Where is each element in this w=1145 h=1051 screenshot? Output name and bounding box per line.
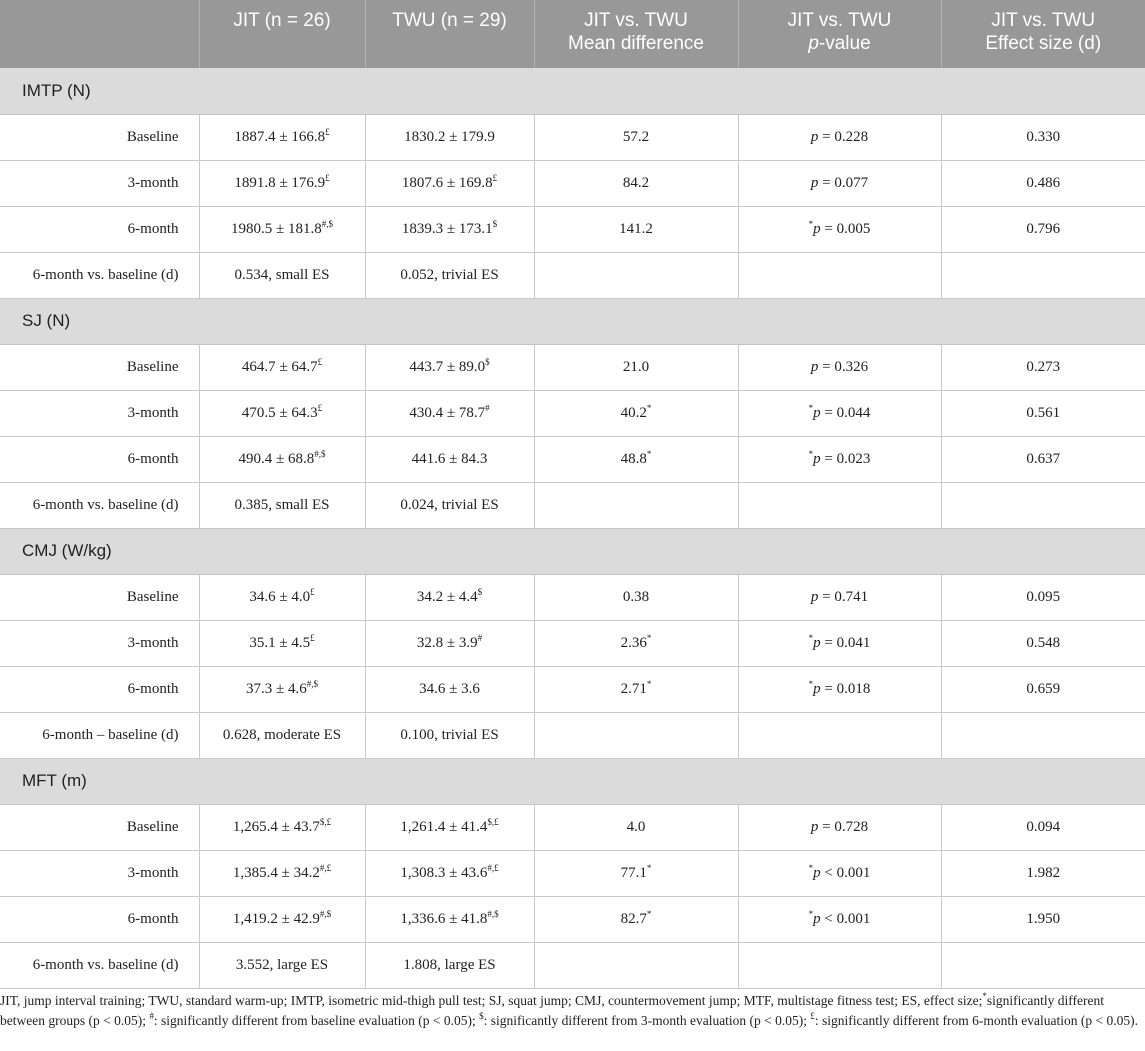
section-header-row [0,758,1145,804]
cell-mean-difference [534,114,738,160]
footnote-hash: # [149,1011,154,1021]
section-title: MFT (m) [0,758,1145,804]
cell-twu-marker: $ [477,586,483,597]
cell-jit-value: 35.1 ± 4.5 [249,634,311,651]
cell-twu [365,206,534,252]
row-label: 6-month [0,896,199,942]
cell-jit-marker: £ [317,402,323,413]
cell-jit [199,344,365,390]
cell-twu-value: 443.7 ± 89.0 [409,358,486,375]
cell-jit-marker: £ [325,126,330,137]
cell-p-symbol: p [813,404,821,421]
cell-p-text: = 0.041 [820,634,871,651]
section-title: IMTP (N) [0,68,1145,114]
cell-twu [365,482,534,528]
cell-mean-difference-value: 21.0 [622,358,650,375]
cell-jit [199,482,365,528]
cell-twu [365,942,534,988]
cell-p-value [738,482,941,528]
cell-p-text: = 0.228 [818,128,869,145]
cell-p-value [738,712,941,758]
cell-p-value [738,160,941,206]
cell-p-symbol: p [810,358,819,375]
cell-mean-difference [534,436,738,482]
cell-jit-value: 1891.8 ± 176.9 [234,174,326,191]
cell-jit-value: 1,385.4 ± 34.2 [232,864,320,881]
cell-p-text: = 0.044 [820,404,871,421]
cell-p-value [738,114,941,160]
header-effect-size-line1: JIT vs. TWU [991,10,1096,31]
cell-twu-value: 1,336.6 ± 41.8 [400,910,488,927]
cell-mean-difference [534,252,738,298]
cell-mean-difference-value: 2.71 [620,680,647,697]
cell-p-value [738,574,941,620]
cell-p-value [738,390,941,436]
cell-jit-marker: #,£ [319,862,332,873]
cell-p-value [738,666,941,712]
footnote-dollar: $ [479,1011,484,1021]
cell-p-star: * [808,678,814,689]
cell-effect-size [941,942,1145,988]
footnote-star: * [982,991,987,1001]
cell-jit [199,390,365,436]
cell-twu-marker: #,£ [487,862,499,873]
table-row [0,344,1145,390]
cell-jit-value: 37.3 ± 4.6 [246,680,307,697]
cell-jit-value: 1887.4 ± 166.8 [234,128,326,145]
cell-twu-value: 1830.2 ± 179.9 [404,128,495,145]
table-row [0,482,1145,528]
header-p-italic: p [808,33,819,54]
cell-twu-value: 1807.6 ± 169.8 [401,174,493,191]
cell-twu-value: 32.8 ± 3.9 [416,634,478,651]
cell-jit-marker: #,$ [314,448,326,459]
row-label: Baseline [0,344,199,390]
row-label: 3-month [0,160,199,206]
table-footnote [0,991,1140,1031]
cell-p-text: = 0.005 [820,220,871,237]
cell-twu-value: 34.2 ± 4.4 [416,588,478,605]
table-row [0,850,1145,896]
cell-jit-marker: #,$ [319,908,332,919]
cell-mean-difference-value: 2.36 [620,634,647,651]
cell-p-star: * [808,448,814,459]
cell-jit-value: 1980.5 ± 181.8 [231,220,322,237]
cell-jit-marker: £ [310,586,315,597]
header-twu [365,0,534,68]
cell-mean-difference-value: 84.2 [622,174,650,191]
cell-p-value [738,252,941,298]
cell-twu-value: 0.024, trivial ES [400,496,499,513]
table-row [0,712,1145,758]
row-label: 3-month [0,620,199,666]
cell-jit [199,206,365,252]
cell-mean-difference-marker: * [646,678,652,689]
cell-jit-marker: #,$ [306,678,318,689]
cell-twu [365,850,534,896]
cell-p-star: * [808,908,814,919]
header-p-value-line1: JIT vs. TWU [787,10,892,31]
cell-p-symbol: p [813,634,821,651]
cell-p-text: = 0.018 [820,680,871,697]
cell-jit [199,574,365,620]
cell-mean-difference-marker: * [646,632,652,643]
cell-jit [199,896,365,942]
header-mean-difference-line1: JIT vs. TWU [584,10,688,31]
cell-effect-size: 0.796 [941,206,1145,252]
cell-jit-value: 3.552, large ES [235,956,329,973]
cell-jit-value: 1,419.2 ± 42.9 [232,910,320,927]
cell-twu [365,344,534,390]
cell-twu [365,436,534,482]
row-label: 6-month vs. baseline (d) [0,942,199,988]
row-label: Baseline [0,574,199,620]
cell-p-text: = 0.023 [820,450,871,467]
header-p-value-line2 [743,32,937,55]
cell-p-star: * [808,632,814,643]
row-label: 6-month vs. baseline (d) [0,482,199,528]
cell-mean-difference [534,390,738,436]
cell-p-value [738,804,941,850]
row-label: 6-month [0,436,199,482]
row-label: Baseline [0,804,199,850]
cell-effect-size: 0.637 [941,436,1145,482]
cell-effect-size: 0.330 [941,114,1145,160]
cell-jit [199,942,365,988]
table-row [0,206,1145,252]
cell-p-symbol: p [810,128,819,145]
cell-mean-difference-marker: * [646,862,652,873]
cell-effect-size: 0.094 [941,804,1145,850]
section-header-row [0,298,1145,344]
cell-twu-value: 430.4 ± 78.7 [409,404,486,421]
cell-twu-value: 441.6 ± 84.3 [411,450,488,467]
cell-p-value [738,896,941,942]
table-header [0,0,1145,68]
header-mean-difference [534,0,738,68]
table-row [0,114,1145,160]
cell-p-symbol: p [813,450,821,467]
row-label: Baseline [0,114,199,160]
cell-p-value [738,620,941,666]
table-row [0,804,1145,850]
cell-mean-difference-marker: * [646,402,652,413]
cell-twu-value: 0.052, trivial ES [400,266,499,283]
cell-jit-value: 0.385, small ES [234,496,330,513]
footnote-dollar-text: : significantly different from 3-month evaluation (p < 0.05); [483,1013,811,1028]
cell-jit [199,850,365,896]
cell-jit-value: 1,265.4 ± 43.7 [232,818,320,835]
cell-effect-size: 0.659 [941,666,1145,712]
cell-p-star: * [808,402,814,413]
cell-twu-marker: # [477,632,483,643]
cell-twu [365,252,534,298]
cell-p-value [738,206,941,252]
cell-p-star: * [808,218,814,229]
cell-twu-marker: $ [492,218,498,229]
table-row [0,620,1145,666]
cell-p-text: < 0.001 [820,864,871,881]
cell-jit [199,160,365,206]
cell-p-text: = 0.728 [818,818,869,835]
row-label: 3-month [0,390,199,436]
table-row [0,574,1145,620]
cell-p-symbol: p [813,864,821,881]
header-effect-size [941,0,1145,68]
cell-p-symbol: p [813,220,821,237]
cell-mean-difference [534,896,738,942]
cell-p-symbol: p [810,588,819,605]
cell-mean-difference-marker: * [646,908,652,919]
cell-mean-difference-value: 57.2 [622,128,650,145]
cell-jit [199,712,365,758]
cell-twu-value: 34.6 ± 3.6 [419,680,480,697]
cell-effect-size: 0.273 [941,344,1145,390]
footnote-pound: £ [810,1011,815,1021]
table-row [0,666,1145,712]
cell-jit [199,252,365,298]
cell-twu-marker: # [485,402,490,413]
cell-p-symbol: p [813,680,821,697]
cell-twu [365,160,534,206]
cell-effect-size: 0.561 [941,390,1145,436]
table-row [0,436,1145,482]
footnote-star-text: significantly different between groups (p < 0.05); [0,993,1105,1028]
cell-p-text: < 0.001 [820,910,871,927]
cell-twu-marker: $,£ [487,816,499,827]
cell-mean-difference-marker: * [646,448,652,459]
table-body [0,68,1145,988]
cell-twu-value: 1839.3 ± 173.1 [401,220,493,237]
section-title: CMJ (W/kg) [0,528,1145,574]
cell-mean-difference [534,482,738,528]
cell-twu [365,804,534,850]
table-row [0,390,1145,436]
cell-effect-size: 0.486 [941,160,1145,206]
header-p-value [738,0,941,68]
cell-twu-value: 1,261.4 ± 41.4 [400,818,488,835]
cell-p-value [738,344,941,390]
table-row [0,896,1145,942]
row-label: 3-month [0,850,199,896]
header-jit [199,0,365,68]
cell-effect-size [941,482,1145,528]
cell-mean-difference-value: 141.2 [619,220,653,237]
cell-mean-difference [534,160,738,206]
cell-effect-size: 1.950 [941,896,1145,942]
cell-twu-marker: #,$ [487,908,499,919]
cell-twu [365,574,534,620]
cell-twu [365,712,534,758]
cell-twu-marker: £ [492,172,498,183]
cell-p-value [738,436,941,482]
header-p-rest: -value [818,33,871,54]
table-row [0,160,1145,206]
cell-jit-marker: #,$ [321,218,333,229]
header-empty-cell [0,0,199,68]
cell-p-symbol: p [810,174,819,191]
cell-twu [365,666,534,712]
cell-jit-value: 0.628, moderate ES [222,726,342,743]
row-label: 6-month – baseline (d) [0,712,199,758]
cell-mean-difference-value: 40.2 [620,404,647,421]
footnote-pound-text: : significantly different from 6-month evaluation (p < 0.05). [814,1013,1138,1028]
cell-mean-difference [534,344,738,390]
cell-jit-marker: $,£ [319,816,332,827]
footnote-abbreviations: JIT, jump interval training; TWU, standard warm-up; IMTP, isometric mid-thigh pull test; SJ, squat jump; CMJ, countermovement jump; MTF, multistage fitness test; ES, effect size; [0,993,983,1008]
section-header-row [0,528,1145,574]
cell-twu-value: 1.808, large ES [403,956,496,973]
cell-twu [365,896,534,942]
cell-mean-difference-value: 82.7 [620,910,647,927]
header-effect-size-line2: Effect size (d) [985,33,1102,54]
row-label: 6-month [0,666,199,712]
cell-mean-difference [534,712,738,758]
cell-jit-value: 470.5 ± 64.3 [241,404,318,421]
cell-effect-size [941,252,1145,298]
cell-jit-value: 464.7 ± 64.7 [241,358,318,375]
cell-jit-value: 34.6 ± 4.0 [249,588,311,605]
cell-effect-size: 1.982 [941,850,1145,896]
table-row [0,252,1145,298]
section-header-row [0,68,1145,114]
cell-twu-value: 1,308.3 ± 43.6 [400,864,488,881]
cell-jit-marker: £ [317,356,323,367]
cell-twu [365,620,534,666]
table-row [0,942,1145,988]
cell-mean-difference [534,804,738,850]
cell-jit [199,666,365,712]
cell-jit-value: 0.534, small ES [234,266,330,283]
cell-jit [199,620,365,666]
cell-mean-difference [534,620,738,666]
cell-p-symbol: p [813,910,821,927]
cell-twu [365,390,534,436]
cell-twu-marker: $ [485,356,490,367]
cell-jit [199,804,365,850]
cell-mean-difference [534,574,738,620]
cell-mean-difference [534,206,738,252]
cell-mean-difference [534,850,738,896]
footnote-hash-text: : significantly different from baseline evaluation (p < 0.05); [153,1013,480,1028]
cell-jit-value: 490.4 ± 68.8 [238,450,315,467]
cell-effect-size [941,712,1145,758]
cell-mean-difference-value: 0.38 [622,588,650,605]
cell-jit-marker: £ [310,632,315,643]
cell-effect-size: 0.095 [941,574,1145,620]
cell-mean-difference-value: 48.8 [620,450,647,467]
header-twu-label: TWU (n = 29) [392,10,507,31]
cell-p-text: = 0.077 [818,174,869,191]
cell-jit [199,114,365,160]
cell-p-symbol: p [810,818,819,835]
cell-jit [199,436,365,482]
row-label: 6-month [0,206,199,252]
cell-p-text: = 0.326 [818,358,869,375]
cell-effect-size: 0.548 [941,620,1145,666]
cell-mean-difference-value: 77.1 [620,864,647,881]
cell-twu [365,114,534,160]
cell-jit-marker: £ [325,172,330,183]
cell-p-star: * [808,862,814,873]
cell-mean-difference [534,942,738,988]
cell-p-text: = 0.741 [818,588,869,605]
cell-p-value [738,850,941,896]
section-title: SJ (N) [0,298,1145,344]
cell-p-value [738,942,941,988]
cell-mean-difference [534,666,738,712]
header-jit-label: JIT (n = 26) [233,10,331,31]
cell-twu-value: 0.100, trivial ES [400,726,499,743]
cell-mean-difference-value: 4.0 [626,818,646,835]
header-mean-difference-line2: Mean difference [568,33,704,54]
row-label: 6-month vs. baseline (d) [0,252,199,298]
